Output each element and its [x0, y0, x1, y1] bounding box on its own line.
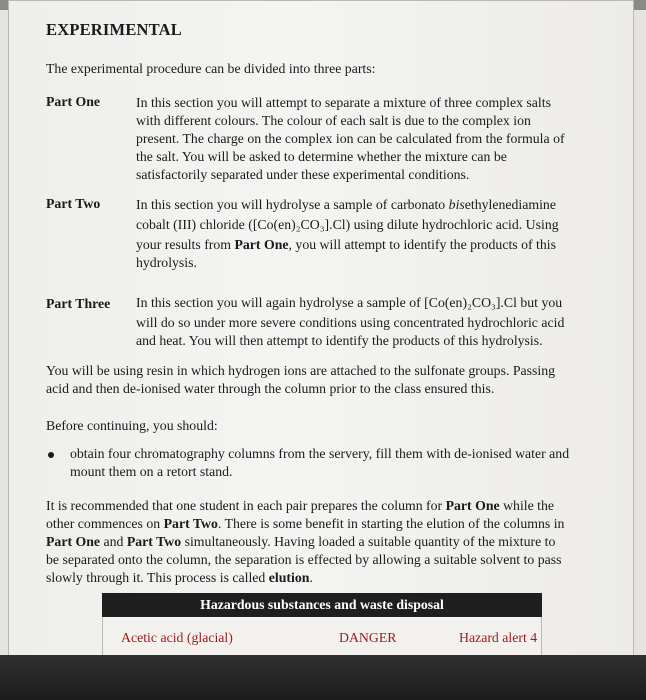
resin-line: acid and then de-ionised water through the column prior to the class ensured this. — [46, 381, 495, 396]
hazard-signal-word: DANGER — [339, 630, 397, 645]
part-two-line — [136, 236, 626, 254]
part-two-line: cobalt (III) chloride ([Co(en)₂CO₃].Cl) using dilute hydrochloric acid. Using — [136, 217, 559, 232]
recommend-line — [46, 497, 626, 515]
recommend-paragraph — [46, 497, 626, 587]
part-two-line: hydrolysis. — [136, 255, 197, 270]
italic-run: bis — [448, 197, 465, 212]
part-one-line: with different colours. The colour of each salt is due to the complex ion — [136, 113, 531, 128]
hazard-table-row — [102, 617, 542, 655]
hazard-table-header: Hazardous substances and waste disposal — [102, 593, 542, 617]
bullet-line: mount them on a retort stand. — [70, 464, 233, 479]
text-run: while the — [503, 498, 555, 513]
part-two-label: Part Two — [46, 196, 101, 211]
text-run: slowly through it. This process is called — [46, 570, 266, 585]
text-run: your results from — [136, 237, 235, 252]
part-one-line: the salt. You will be asked to determine whether the mixture can be — [136, 149, 507, 164]
bullet-icon — [48, 452, 54, 458]
part-two-line — [136, 196, 626, 214]
recommend-line — [46, 569, 626, 587]
photo-bottom-edge — [0, 655, 646, 700]
resin-line: You will be using resin in which hydrogen ions are attached to the sulfonate groups. Passing — [46, 363, 556, 378]
bold-run: Part Two — [126, 534, 182, 549]
part-one-line: present. The charge on the complex ion can be calculated from the formula of — [136, 131, 565, 146]
part-three-label: Part Three — [46, 296, 111, 311]
bullet-text — [70, 445, 630, 481]
bold-run: Part One — [46, 534, 101, 549]
part-three-line: will do so under more severe conditions using concentrated hydrochloric acid — [136, 315, 565, 330]
before-continuing-text: Before continuing, you should: — [46, 418, 218, 433]
part-three-text — [136, 294, 626, 350]
part-one-line: In this section you will attempt to separate a mixture of three complex salts — [136, 95, 551, 110]
text-run: . There is some benefit in starting the elution of the columns in — [217, 516, 565, 531]
recommend-line — [46, 533, 626, 551]
bold-run: Part Two — [163, 516, 218, 531]
part-three-line: and heat. You will then attempt to identify the products of this hydrolysis. — [136, 333, 543, 348]
text-run: . — [309, 570, 313, 585]
part-one-label: Part One — [46, 94, 101, 109]
part-one-line: satisfactorily separated under these experimental conditions. — [136, 167, 470, 182]
text-run: simultaneously. Having loaded a suitable quantity of the mixture to — [184, 534, 556, 549]
part-one-text — [136, 94, 626, 184]
bold-run: elution — [268, 570, 310, 585]
recommend-line — [46, 515, 626, 533]
bold-run: Part One — [445, 498, 500, 513]
hazard-substance: Acetic acid (glacial) — [121, 630, 233, 645]
text-run: It is recommended that one student in each pair prepares the column for — [46, 498, 443, 513]
bold-run: Part One — [234, 237, 289, 252]
part-two-text — [136, 196, 626, 272]
part-three-line: In this section you will again hydrolyse a sample of [Co(en)₂CO₃].Cl but you — [136, 295, 563, 310]
text-run: ethylenediamine — [464, 197, 556, 212]
intro-text: The experimental procedure can be divided into three parts: — [46, 61, 376, 76]
text-run: and — [103, 534, 124, 549]
text-run: , you will attempt to identify the products of this — [288, 237, 556, 252]
text-run: other commences on — [46, 516, 161, 531]
resin-paragraph — [46, 362, 626, 398]
recommend-line: be separated onto the column, the separation is effected by allowing a suitable solvent to pass — [46, 552, 562, 567]
text-run: In this section you will hydrolyse a sample of carbonato — [136, 197, 449, 212]
section-heading: EXPERIMENTAL — [46, 20, 182, 39]
hazard-alert-level: Hazard alert 4 — [459, 630, 538, 645]
bullet-line: obtain four chromatography columns from the servery, fill them with de-ionised water and — [70, 446, 570, 461]
